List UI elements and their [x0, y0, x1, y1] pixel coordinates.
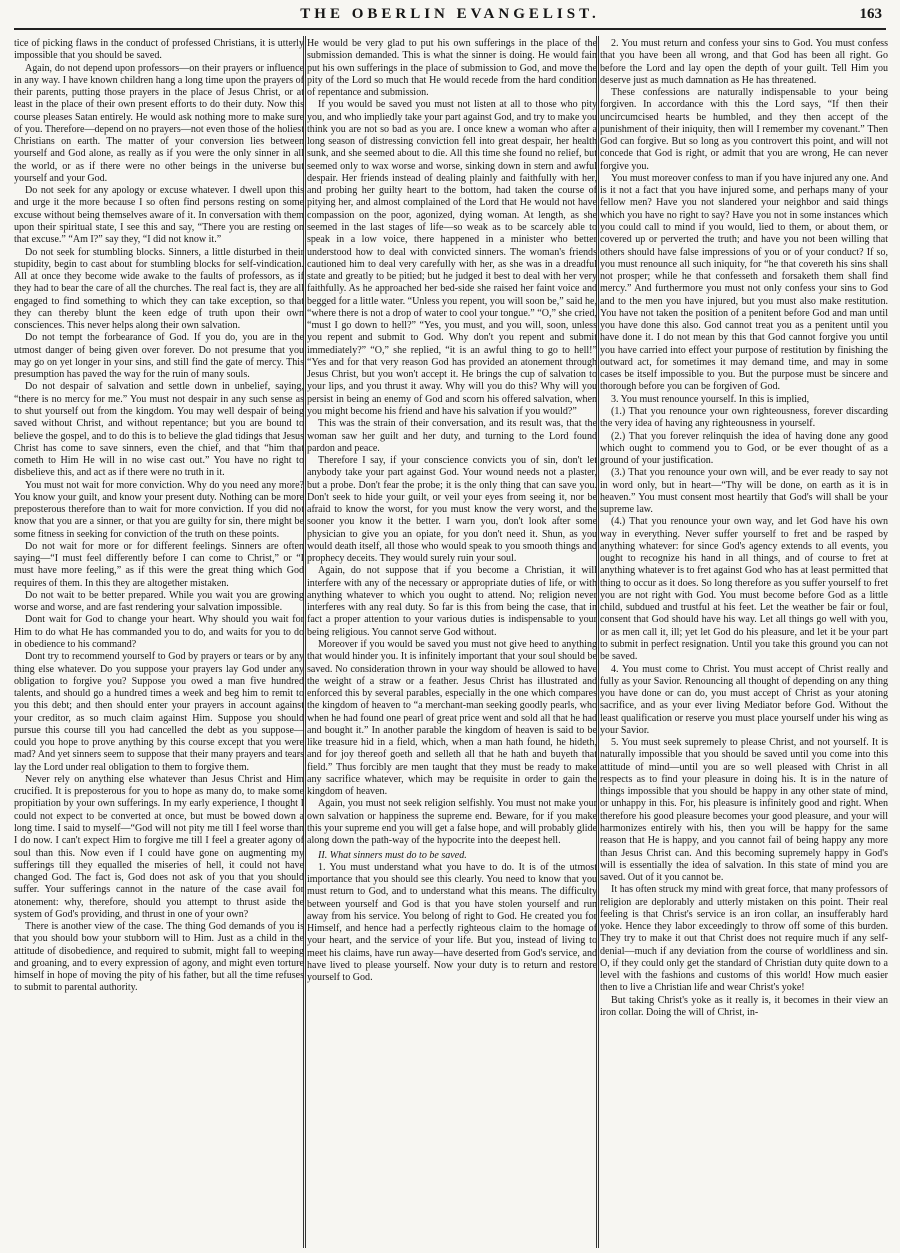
paragraph: 1. You must understand what you have to do. It is of the utmost importance that you should see this clearly. You need to know that you must return to God, and to understand what this means. The difficulty between yourself and God is that you have stolen yourself and run away from his service. You belong of right to God. He created you for Himself, and hence had a perfectly righteous claim to the homage of your heart, and the service of your life. But you, instead of living to meet his claims, have run away—have deserted from God's service, and have lived to please yourself. Now your duty is to return and restore yourself to God.	[307, 861, 597, 984]
paragraph: 3. You must renounce yourself. In this is implied,	[611, 393, 810, 405]
paragraph: Do not seek for stumbling blocks. Sinners, a little disturbed in their stupidity, begin to cast about for stumbling blocks for self-vindication. All at once they become wide awake to the faults of professors, as if they had to bear the care of all the churches. The real fact is, they are all engaged to find something to which they can take exception, so that they can thereby blunt the keen edge of truth upon their own consciences. This never helps along their own salvation.	[14, 246, 304, 332]
paragraph: tice of picking flaws in the conduct of professed Christians, it is utterly impossible that you should be saved.	[14, 38, 304, 62]
paragraph: (4.) That you renounce your own way, and let God have his own way in everything. Never suffer yourself to fret and be rasped by anything whatever: for since God's agency extends to all events, you ought to recognize his hand in all things, and of course to fret at anything whatever is to fret against God who has at least permitted that thing to occur as it does. So long therefore as you suffer yourself to fret you are not right with God. You must become before God as a little child, subdued and trustful at his feet. Let the weather be fair or foul, consent that God should have his way. Let all things go well with you, or as men call it, ill; yet let God do his pleasure, and let it be your part to submit in perfect resignation. Until you take this ground you can not be saved.	[600, 516, 888, 663]
paragraph: You must moreover confess to man if you have injured any one. And is it not a fact that you have injured some, and perhaps many of your fellow men? Have you not slandered your neighbor and said things which you have no right to say? Have you not in some instances which you could call to mind if you would, lied to them, or about them, or covered up or perverted the truth; and have you not been willing that others should have false impressions of you or of your conduct? If so, you must renounce all such iniquity, for “he that covereth his sins shall not prosper; while he that confesseth and forsaketh them shall find mercy.” And furthermore you must not only confess your sins to God and to the men you have injured, but you must also make restitution. You have not taken the position of a penitent before God and man until you have done this also. God cannot treat you as a penitent until you have done it. I do not mean by this that God cannot forgive you until you have carried into effect your purpose of restitution by finishing the outward act, for sometimes it may demand time, and may in some cases be itself impossible to you. But the purpose must be sincere and thorough before you can be forgiven of God.	[600, 172, 888, 393]
paragraph: Do not despair of salvation and settle down in unbelief, saying, “there is no mercy for me.” You must not despair in any such sense as to shut yourself out from the kingdom. You may well despair of being saved without Christ, and without repentance; but you are bound to believe the gospel, and to do this is to believe the glad tidings that Jesus Christ has come to save sinners, even the chief, and that “him that cometh to Him He will in no wise cast out.” You have no right to disbelieve this, and act as if there were no truth in it.	[14, 381, 304, 479]
paragraph: Do not tempt the forbearance of God. If you do, you are in the utmost danger of being given over forever. Do not presume that you may go on yet longer in your sins, and still find the gate of mercy. This presumption has paved the way for the ruin of many souls.	[14, 332, 304, 381]
paragraph: You must not wait for more conviction. Why do you need any more? You know your guilt, and know your present duty. Nothing can be more preposterous therefore than to wait for more conviction. If you did not know that you are a sinner, or that you are guilty for sin, there might be some fitness in seeking for conviction of the truth on these points.	[14, 479, 304, 540]
paragraph: Therefore I say, if your conscience convicts you of sin, don't let anybody take your part against God. Your wound needs not a plaster, but a probe. Don't fear the probe; it is the only thing that can save you. Don't seek to hide your guilt, or veil your eyes from seeing it, nor be afraid to know the worst, for you must know the very worst, and the sooner you know it the better. I warn you, don't look after some physician to give you an opiate, for you don't need it. Shun, as you would death itself, all those who would speak to you smooth things and prophecy deceits. They would surely ruin your soul.	[307, 455, 597, 565]
paragraph: He would be very glad to put his own sufferings in the place of the submission demanded. This is what the sinner is doing. He would fain put his own sufferings in the place of submission to God, and move the pity of the Lord so much that He would recede from the hard condition of repentance and submission.	[307, 38, 597, 99]
paragraph: Again, do not suppose that if you become a Christian, it will interfere with any of the necessary or appropriate duties of life, or with anything whatever to which you ought to attend. No; religion never interferes with any real duty. So far is this from being the case, that in fact a proper attention to your various duties is indispensable to your being religious. You cannot serve God without.	[307, 565, 597, 638]
page-header	[14, 6, 886, 30]
column-left	[14, 38, 304, 1246]
paragraph: Do not seek for any apology or excuse whatever. I dwell upon this and urge it the more because I so often find persons resting on some excuse without being themselves aware of it. In conversation with them upon their spiritual state, I see this and say, “There you are resting on that excuse.” “Am I?” say they, “I did not know it.”	[14, 185, 304, 246]
paragraph: Dont wait for God to change your heart. Why should you wait for Him to do what He has commanded you to do, and waits for you to do in obedience to his command?	[14, 614, 304, 651]
paragraph: It has often struck my mind with great force, that many professors of religion are deplorably and utterly mistaken on this point. Their real feeling is that Christ's service is an iron collar, an insufferably hard yoke. Hence they labor exceedingly to throw off some of this burden. They try to make it out that Christ does not require much if any self-denial—much if any deviation from the course of worldliness and sin. O, if they could only get the standard of Christian duty quite down to a level with the fashions and customs of this world! How much easier then to live a Christian life and wear Christ's yoke!	[600, 884, 888, 994]
paragraph: These confessions are naturally indispensable to your being forgiven. In accordance with this the Lord says, “If then their uncircumcised hearts be humbled, and they then accept of the punishment of their iniquity, then will I remember my covenant.” Then God can forgive. But so long as you controvert this point, and will not concede that God is right, or admit that you are wrong, He can never forgive you.	[600, 87, 888, 172]
page-number: 163	[859, 6, 882, 22]
paragraph: (1.) That you renounce your own righteousness, forever discarding the very idea of having any righteousness in yourself.	[600, 405, 888, 430]
paragraph: If you would be saved you must not listen at all to those who pity you, and who impliedly take your part against God, and try to make you think you are not so bad as you are. I once knew a woman who after a long season of distressing conviction fell into great despair, her health sunk, and she seemed about to die. All this time she found no relief, but seemed only to wax worse and worse, sinking down in stern and awful despair. Her friends instead of dealing plainly and faithfully with her, and probing her guilty heart to the bottom, had taken the course of pitying her, and almost complained of the Lord that He would not have compassion on the poor, agonized, dying woman. At length, as she seemed in the last stages of life—so weak as to be scarcely able to speak in a low voice, there happened in a minister who better understood how to deal with convicted sinners. The woman's friends cautioned him to deal very carefully with her, as she was in a dreadful state and greatly to be pitied; but he judged it best to deal with her very faithfully. As he approached her bed-side she raised her faint voice and begged for a little water. “Unless you repent, you will soon be,” said he, “where there is not a drop of water to cool your tongue.” “O,” she cried, “must I go down to hell?” “Yes, you must, and you will, soon, unless you repent and submit to God. Why don't you repent and submit immediately?” “O,” she replied, “it is an awful thing to go to hell!” “Yes and for that very reason God has provided an atonement through Jesus Christ, but you won't accept it. He brings the cup of salvation to your lips, and you thrust it away. Why will you do this? Why will you persist in being an enemy of God and scorn his offered salvation, when you might become his friend and have his salvation if you would?”	[307, 99, 597, 417]
paragraph: Do not wait to be better prepared. While you wait you are growing worse and worse, and are fast rendering your salvation impossible.	[14, 589, 304, 614]
paragraph: Moreover if you would be saved you must not give heed to anything that would hinder you. It is infinitely important that your soul should be saved. No consideration thrown in your way should be allowed to have the weight of a straw or a feather. Jesus Christ has illustrated and enforced this by several parables, especially in the one which compares the kingdom of heaven to “a merchant-man seeking goodly pearls, who when he had found one pearl of great price went and sold all that he had and bought it.” In another parable the kingdom of heaven is said to be like treasure hid in a field, which, when a man hath found, he hideth, and for joy thereof goeth and selleth all that he hath and buyeth that field.” Thus forcibly are men taught that they must be ready to make any sacrifice whatever, which may be requisite in order to gain the kingdom of heaven.	[307, 639, 597, 798]
paragraph: Never rely on anything else whatever than Jesus Christ and Him crucified. It is preposterous for you to hope as many do, to make some propitiation by your own sufferings. In my early experience, I thought I could not expect to be converted at once, but must be bowed down a long time. I said to myself—“God will not pity me till I feel worse than I do now. I can't expect Him to forgive me till I feel a greater agony of soul than this. Now even if I could have gone on augmenting my sufferings till they equalled the miseries of hell, it could not have changed God. The fact is, God does not ask of you that you should suffer. Your sufferings cannot in the nature of the case avail for atonement: why, therefore, should you attempt to thrust aside the system of God's providing, and thrust in one of your own?	[14, 773, 304, 920]
paragraph: 5. You must seek supremely to please Christ, and not yourself. It is naturally impossible that you should be saved until you come into this attitude of mind—until you are so well pleased with Christ in all respects as to find your pleasure in doing his. It is in the nature of things impossible that you should be happy in any other state of mind, or unhappy in this. For, his pleasure is infinitely good and right. When therefore his good pleasure becomes your good pleasure, and your will harmonizes entirely with his, then you will be happy for the same reason that He is happy, and you cannot fail of being happy any more than Jesus Christ can. And this becoming supremely happy in God's will is essentially the idea of salvation. In this state of mind you are saved. Out of it you cannot be.	[600, 737, 888, 884]
column-middle	[307, 38, 597, 1246]
publication-title: THE OBERLIN EVANGELIST.	[300, 6, 600, 22]
paragraph: This was the strain of their conversation, and its result was, that the woman saw her guilt and her duty, and turning to the Lord found pardon and peace.	[307, 418, 597, 454]
paragraph: (2.) That you forever relinquish the idea of having done any good which ought to commend you to God, or be ever thought of as a ground of your justification.	[600, 430, 888, 467]
paragraph: Again, do not depend upon professors—on their prayers or influence in any way. I have known children hang a long time upon the prayers of their parents, putting those prayers in the place of Jesus Christ, or at least in the place of their own present efforts to do their duty. Now this course pleases Satan entirely. He would ask nothing more to make sure of you. Therefore—depend on no prayers—not even those of the holiest Christians on earth. The matter of your conversion lies between yourself and God alone, as really as if you were the only sinner in all the world, or as if there were no other beings in the universe but yourself and your God.	[14, 62, 304, 184]
paragraph: 4. You must come to Christ. You must accept of Christ really and fully as your Savior. Renouncing all thought of depending on any thing you have done or can do, you must accept of Christ as your atoning sacrifice, and as your ever living Mediator before God. Without the least qualification or reserve you must place yourself under his wing as your Savior.	[600, 663, 888, 736]
paragraph: There is another view of the case. The thing God demands of you is that you should bow your stubborn will to Him. Just as a child in the attitude of disobedience, and required to submit, might fall to weeping and groaning, and to every expression of agony, and might even torture himself in hope of moving the pity of his father, but all the time refuses to submit to parental authority.	[14, 921, 304, 994]
paragraph: (3.) That you renounce your own will, and be ever ready to say not in word only, but in heart—“Thy will be done, on earth as it is in heaven.” You must consent most heartily that God's will shall be your supreme law.	[600, 467, 888, 516]
paragraph: Do not wait for more or for different feelings. Sinners are often saying—“I must feel differently before I can come to Christ,” or “I must have more feeling,” as if this were the great thing which God requires of them. In this they are altogether mistaken.	[14, 540, 304, 589]
paragraph: Dont try to recommend yourself to God by prayers or tears or by any thing else whatever. Do you suppose your prayers lay God under any obligation to forgive you? Suppose you owed a man five hundred talents, and should go a hundred times a week and beg him to remit to you this debt; and then should enter your prayers in account against your creditor, as so much claim against Him. Suppose you should pursue this course till you had cancelled the debt as you suppose—could you hope to prove anything by this course except that you were mad? And yet sinners seem to suppose that their many prayers and tears lay the Lord under real obligation to them to forgive them.	[14, 651, 304, 773]
column-right	[600, 38, 888, 1246]
section-heading: II. What sinners must do to be saved.	[318, 849, 467, 861]
paragraph: 2. You must return and confess your sins to God. You must confess that you have been all wrong, and that God has been all right. Go before the Lord and lay open the depth of your guilt. Tell Him you deserve just as much damnation as He has threatened.	[600, 38, 888, 86]
paragraph: Again, you must not seek religion selfishly. You must not make your own salvation or happiness the supreme end. Beware, for if you make this your supreme end you will get a false hope, and will probably glide along down the path-way of the hypocrite into the deepest hell.	[307, 798, 597, 847]
paragraph: But taking Christ's yoke as it really is, it becomes in their view an iron collar. Doing the will of Christ, in-	[600, 994, 888, 1018]
